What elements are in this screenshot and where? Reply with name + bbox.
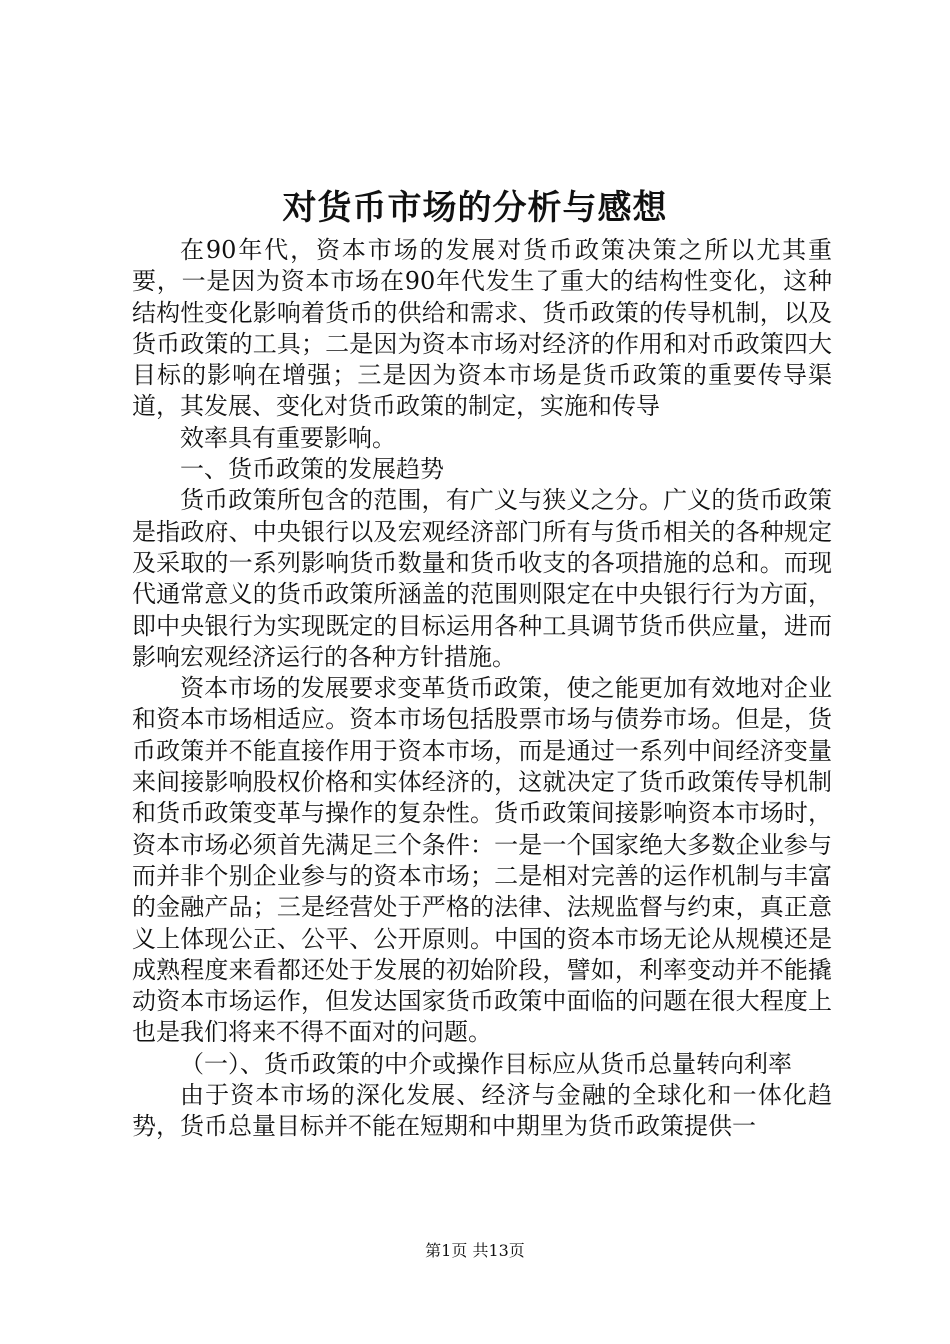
section-heading-1: 一、货币政策的发展趋势 [180,455,444,484]
paragraph-scope: 货币政策所包含的范围，有广义与狭义之分。广义的货币政策是指政府、中央银行以及宏观经济部门所有与货币相关的各种规定及采取的一系列影响货币数量和货币收支的各项措施的总和。而现代通常意义的货币政策所涵盖的范围则限定在中央银行行为方面，即中央银行为实现既定的目标运用各种工具调节货币供应量，进而影响宏观经济运行的各种方针措施。 [132,486,832,671]
document-body [132,235,832,1143]
paragraph-intro: 在90年代，资本市场的发展对货币政策决策之所以尤其重要，一是因为资本市场在90年代发生了重大的结构性变化，这种结构性变化影响着货币的供给和需求、货币政策的传导机制，以及货币政策的工具；二是因为资本市场对经济的作用和对币政策四大目标的影响在增强；三是因为资本市场是货币政策的重要传导渠道，其发展、变化对货币政策的制定，实施和传导 [132,236,832,421]
paragraph-intro-continued: 效率具有重要影响。 [180,423,396,452]
paragraph-trend: 由于资本市场的深化发展、经济与金融的全球化和一体化趋势，货币总量目标并不能在短期和中期里为货币政策提供一 [132,1081,832,1141]
document-title: 对货币市场的分析与感想 [282,188,668,228]
subsection-heading-1: （一）、货币政策的中介或操作目标应从货币总量转向利率 [180,1049,792,1078]
paragraph-capital-market: 资本市场的发展要求变革货币政策，使之能更加有效地对企业和资本市场相适应。资本市场包括股票市场与债券市场。但是，货币政策并不能直接作用于资本市场，而是通过一系列中间经济变量来间接影响股权价格和实体经济的，这就决定了货币政策传导机制和货币政策变革与操作的复杂性。货币政策间接影响资本市场时，资本市场必须首先满足三个条件：一是一个国家绝大多数企业参与而并非个别企业参与的资本市场；二是相对完善的运作机制与丰富的金融产品；三是经营处于严格的法律、法规监督与约束，真正意义上体现公正、公平、公开原则。中国的资本市场无论从规模还是成熟程度来看都还处于发展的初始阶段，譬如，利率变动并不能撬动资本市场运作，但发达国家货币政策中面临的问题在很大程度上也是我们将来不得不面对的问题。 [132,674,832,1047]
page-number-footer: 第1页 共13页 [425,1241,525,1260]
